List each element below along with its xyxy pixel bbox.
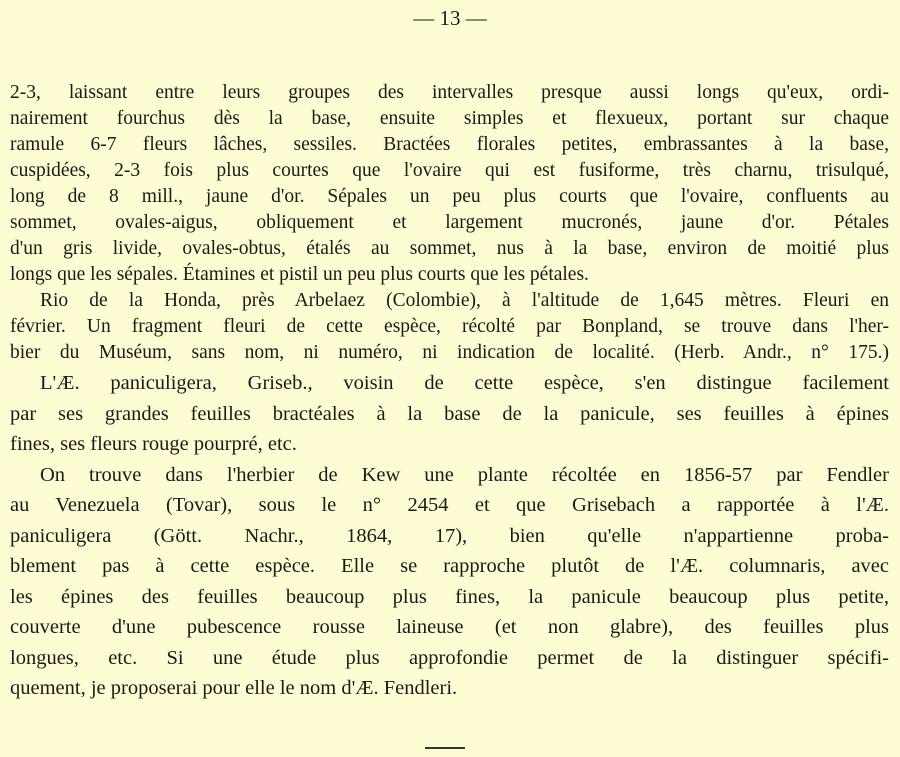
description-text (10, 80, 889, 366)
text-line: Rio de la Honda, près Arbelaez (Colombie), à l'altitude de 1,645 mètres. Fleuri en (40, 290, 889, 311)
text-line: d'un gris livide, ovales-obtus, étalés au sommet, nus à la base, environ de moitié plus (10, 238, 889, 259)
text-line: quement, je proposerai pour elle le nom d'Æ. Fendleri. (10, 677, 458, 699)
text-line: cuspidées, 2-3 fois plus courtes que l'ovaire qui est fusiforme, très charnu, trisulqué, (10, 160, 889, 181)
text-line: On trouve dans l'herbier de Kew une plante récoltée en 1856-57 par Fendler (40, 463, 889, 486)
text-line: les épines des feuilles beaucoup plus fines, la panicule beaucoup plus petite, (10, 585, 889, 608)
text-line: février. Un fragment fleuri de cette espèce, récolté par Bonpland, se trouve dans l'her- (10, 316, 889, 337)
text-line: au Venezuela (Tovar), sous le n° 2454 et que Grisebach a rapportée à l'Æ. (10, 494, 889, 516)
text-line: 2-3, laissant entre leurs groupes des intervalles presque aussi longs qu'eux, ordi- (10, 82, 889, 103)
text-line: sommet, ovales-aigus, obliquement et largement mucronés, jaune d'or. Pétales (10, 212, 889, 233)
text-line: L'Æ. paniculigera, Griseb., voisin de cette espèce, s'en distingue facilement (40, 372, 889, 394)
page-number: — 13 — (413, 6, 487, 30)
text-line: longs que les sépales. Étamines et pistil un peu plus courts que les pétales. (10, 264, 589, 285)
end-rule (425, 747, 465, 749)
text-line: ramule 6-7 fleurs lâches, sessiles. Bractées florales petites, embrassantes à la base, (10, 134, 889, 155)
text-line: long de 8 mill., jaune d'or. Sépales un peu plus courts que l'ovaire, confluents au (10, 186, 889, 207)
text-line: blement pas à cette espèce. Elle se rapproche plutôt de l'Æ. columnaris, avec (10, 555, 889, 577)
text-line: longues, etc. Si une étude plus approfondie permet de la distinguer spécifi- (10, 646, 889, 669)
text-line: nairement fourchus dès la base, ensuite simples et flexueux, portant sur chaque (10, 108, 889, 129)
text-line: par ses grandes feuilles bractéales à la base de la panicule, ses feuilles à épines (10, 402, 889, 425)
discussion-text (10, 368, 889, 704)
text-line: fines, ses fleurs rouge pourpré, etc. (10, 433, 297, 455)
text-line: paniculigera (Gött. Nachr., 1864, 17), bien qu'elle n'appartienne proba- (10, 524, 889, 547)
text-line: bier du Muséum, sans nom, ni numéro, ni indication de localité. (Herb. Andr., n° 175.) (10, 342, 889, 363)
text-line: couverte d'une pubescence rousse laineuse (et non glabre), des feuilles plus (10, 616, 889, 638)
